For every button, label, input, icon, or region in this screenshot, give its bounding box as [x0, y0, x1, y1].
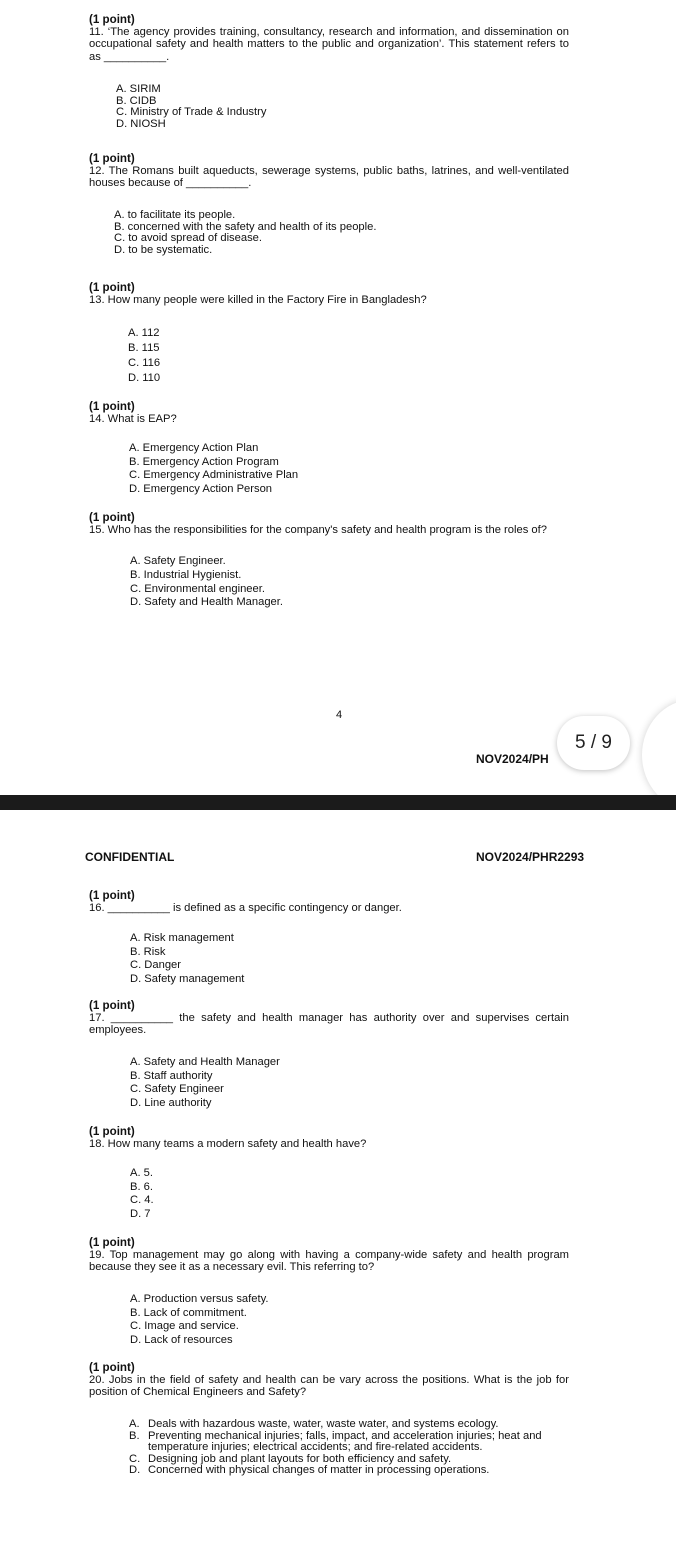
- question-points: (1 point): [89, 1125, 135, 1138]
- option-b: B. 6.: [130, 1180, 154, 1193]
- option-d: D. Safety management: [130, 972, 245, 985]
- option-d: D. Emergency Action Person: [129, 482, 273, 495]
- question-14-options: [129, 442, 298, 496]
- option-c: C. 116: [128, 357, 161, 369]
- question-points: (1 point): [89, 281, 135, 294]
- question-11-options: [116, 84, 266, 130]
- footer-course-code: NOV2024/PH: [476, 752, 549, 766]
- option-c: C. Ministry of Trade & Industry: [116, 106, 267, 119]
- question-13: [89, 282, 569, 306]
- option-b: B. concerned with the safety and health of its people.: [114, 220, 377, 233]
- option-c: C. to avoid spread of disease.: [114, 232, 263, 245]
- page-number: 4: [336, 709, 343, 721]
- question-16: [89, 890, 569, 914]
- option-b: B. Industrial Hygienist.: [130, 568, 242, 581]
- question-17: [89, 1000, 569, 1037]
- question-points: (1 point): [89, 152, 135, 165]
- question-13-options: [128, 326, 160, 386]
- question-19: [89, 1237, 569, 1274]
- option-b: B. Lack of commitment.: [130, 1306, 247, 1319]
- option-d: D. NIOSH: [116, 117, 166, 130]
- question-points: (1 point): [89, 999, 135, 1012]
- option-b: B. Emergency Action Program: [129, 455, 279, 468]
- question-12: [89, 153, 569, 190]
- option-d: D. to be systematic.: [114, 243, 213, 256]
- option-d: D. Safety and Health Manager.: [130, 596, 283, 609]
- option-d: D. Concerned with physical changes of matter in processing operations.: [129, 1464, 490, 1477]
- question-15: [89, 512, 569, 536]
- option-a: A. to facilitate its people.: [114, 209, 236, 221]
- option-b: B. 115: [128, 342, 160, 354]
- option-b: B. Staff authority: [130, 1069, 213, 1082]
- option-d: D. Lack of resources: [130, 1333, 233, 1346]
- question-stem: 13. How many people were killed in the Factory Fire in Bangladesh?: [89, 294, 427, 307]
- question-15-options: [130, 555, 283, 610]
- option-c: C. Designing job and plant layouts for both efficiency and safety.: [129, 1452, 452, 1465]
- question-11: [89, 14, 569, 63]
- option-a: A. 112: [128, 327, 160, 339]
- option-a: A. Safety Engineer.: [130, 555, 226, 567]
- option-a: A. Safety and Health Manager: [130, 1056, 280, 1068]
- question-points: (1 point): [89, 13, 135, 26]
- question-19-options: [130, 1293, 268, 1347]
- page-indicator: 5 / 9: [557, 716, 630, 770]
- option-a: A. 5.: [130, 1167, 154, 1179]
- question-stem: 19. Top management may go along with having a company-wide safety and health program because they see it as a necessary evil. This referring to?: [89, 1249, 569, 1274]
- option-b: B. CIDB: [116, 94, 157, 107]
- header-course-code: NOV2024/PHR2293: [476, 850, 585, 864]
- question-18: [89, 1126, 569, 1150]
- option-b: B. Preventing mechanical injuries; falls, impact, and acceleration injuries; heat and temperature injuries; electrical accidents; and fire-related accidents.: [129, 1429, 542, 1454]
- option-a: A. Risk management: [130, 932, 234, 944]
- question-stem: 12. The Romans built aqueducts, sewerage systems, public baths, latrines, and well-ventilated houses because of __________.: [89, 165, 569, 190]
- option-a: A. Emergency Action Plan: [129, 442, 259, 454]
- question-points: (1 point): [89, 400, 135, 413]
- option-c: C. Environmental engineer.: [130, 582, 265, 595]
- question-stem: 18. How many teams a modern safety and health have?: [89, 1138, 367, 1151]
- option-a: A. SIRIM: [116, 83, 161, 95]
- option-d: D. 110: [128, 372, 161, 384]
- question-18-options: [130, 1167, 154, 1221]
- question-14: [89, 401, 569, 425]
- page-divider: [0, 795, 676, 810]
- option-c: C. Safety Engineer: [130, 1083, 224, 1096]
- question-stem: 14. What is EAP?: [89, 413, 177, 426]
- option-d: D. Line authority: [130, 1096, 212, 1109]
- header-confidential: CONFIDENTIAL: [85, 850, 175, 864]
- question-20: [89, 1362, 569, 1399]
- question-points: (1 point): [89, 889, 135, 902]
- question-points: (1 point): [89, 511, 135, 524]
- question-stem: 16. __________ is defined as a specific contingency or danger.: [89, 902, 402, 915]
- question-20-options: [129, 1419, 569, 1477]
- option-b: B. Risk: [130, 945, 166, 958]
- option-a: A. Deals with hazardous waste, water, waste water, and systems ecology.: [129, 1418, 499, 1430]
- question-16-options: [130, 932, 244, 986]
- option-c: C. Image and service.: [130, 1320, 239, 1333]
- question-stem: 17. __________ the safety and health manager has authority over and supervises certain employees.: [89, 1012, 569, 1037]
- question-stem: 11. ‘The agency provides training, consultancy, research and information, and dissemination on occupational safety and health matters to the public and organization’. This statement refers to as __________.: [89, 26, 569, 63]
- option-d: D. 7: [130, 1207, 151, 1220]
- option-c: C. 4.: [130, 1194, 154, 1207]
- question-stem: 15. Who has the responsibilities for the company's safety and health program is the roles of?: [89, 524, 547, 537]
- question-12-options: [114, 210, 376, 256]
- question-17-options: [130, 1056, 280, 1110]
- option-c: C. Emergency Administrative Plan: [129, 469, 299, 482]
- question-points: (1 point): [89, 1361, 135, 1374]
- question-stem: 20. Jobs in the field of safety and health can be vary across the positions. What is the job for position of Chemical Engineers and Safety?: [89, 1374, 569, 1399]
- option-a: A. Production versus safety.: [130, 1293, 269, 1305]
- question-points: (1 point): [89, 1236, 135, 1249]
- option-c: C. Danger: [130, 959, 181, 972]
